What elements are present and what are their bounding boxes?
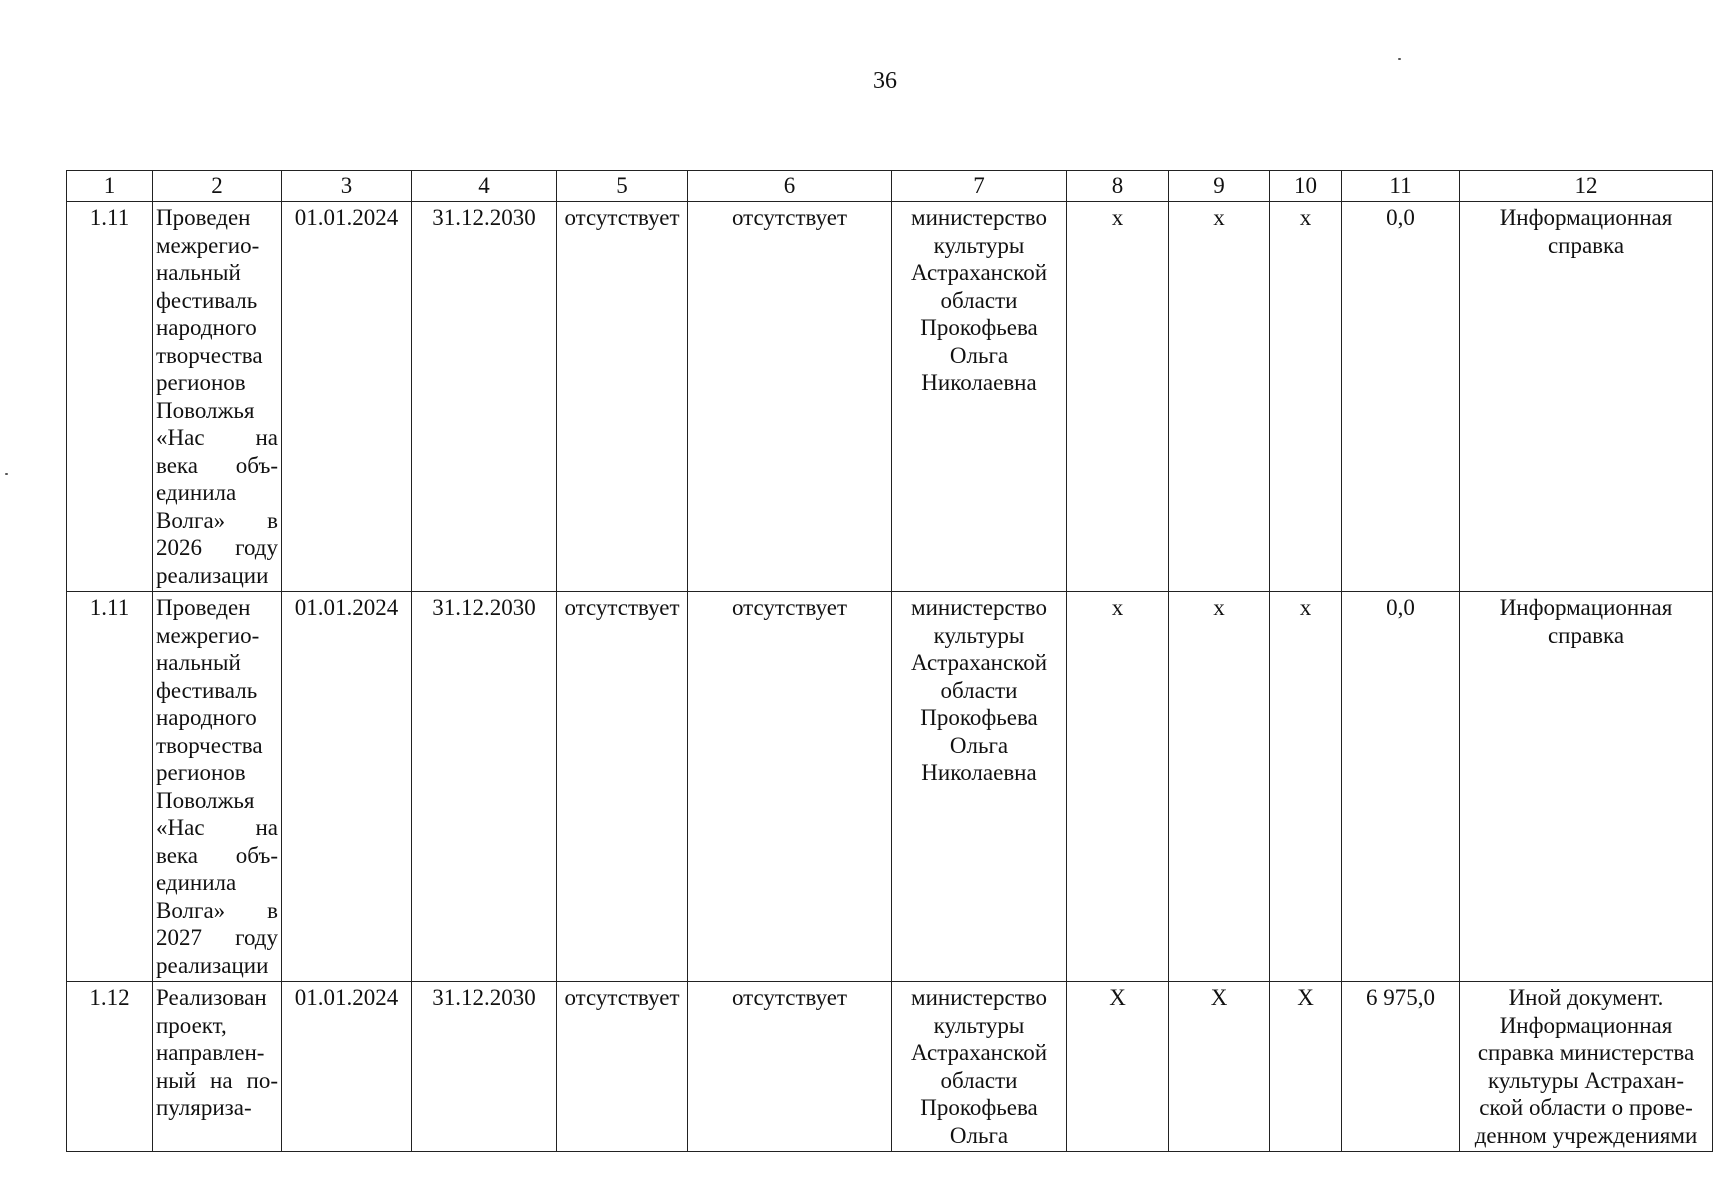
responsible-executor — [892, 202, 1067, 592]
confirming-document — [1460, 982, 1713, 1152]
cell-line: культуры — [933, 622, 1025, 648]
column-8-value: x — [1067, 202, 1169, 592]
cell-line: Ольга — [949, 1122, 1009, 1148]
event-name-line: народного — [156, 705, 257, 730]
column-6-value: отсутствует — [688, 982, 892, 1152]
cell-line: области — [940, 677, 1018, 703]
column-6-value: отсутствует — [688, 592, 892, 982]
event-name-line: проект, — [156, 1012, 227, 1038]
header-cell: 12 — [1460, 171, 1713, 202]
event-name-line: народного — [156, 315, 257, 340]
page-number: 36 — [873, 68, 897, 94]
event-name-line: межрегио- — [156, 232, 260, 258]
event-name-line: нальный — [156, 260, 241, 285]
cell-line: Прокофьева — [920, 705, 1038, 730]
scan-speck — [5, 473, 8, 475]
cell-line: Астраханской — [910, 1040, 1048, 1065]
cell-line: Астраханской — [910, 650, 1048, 675]
cell-line: министерство — [911, 595, 1047, 620]
confirming-document — [1460, 592, 1713, 982]
event-name-line: Волга» в — [156, 507, 278, 533]
event-name-line: единила — [156, 480, 237, 505]
event-name-line: ный на по- — [156, 1067, 278, 1093]
end-date: 31.12.2030 — [412, 592, 557, 982]
cell-line: культуры Астрахан- — [1487, 1067, 1685, 1093]
event-name-line: 2027 году — [156, 925, 278, 950]
cell-line: области — [940, 287, 1018, 313]
event-name — [153, 982, 282, 1152]
event-name-line: реализации — [156, 952, 269, 978]
header-cell: 5 — [557, 171, 688, 202]
cell-line: Прокофьева — [920, 1095, 1038, 1120]
column-5-value: отсутствует — [557, 592, 688, 982]
column-6-value: отсутствует — [688, 202, 892, 592]
column-9-value: x — [1169, 202, 1270, 592]
cell-line: министерство — [911, 205, 1047, 230]
header-cell: 11 — [1342, 171, 1460, 202]
event-name-line: нальный — [156, 650, 241, 675]
cell-line: справка — [1547, 232, 1625, 258]
header-cell: 6 — [688, 171, 892, 202]
cell-line: справка министерства — [1477, 1040, 1695, 1065]
event-name-line: Поволжья — [156, 787, 255, 813]
schedule-table — [66, 170, 1713, 1152]
funding-amount: 0,0 — [1342, 592, 1460, 982]
column-5-value: отсутствует — [557, 202, 688, 592]
cell-line: справка — [1547, 622, 1625, 648]
event-name-line: направлен- — [156, 1040, 265, 1065]
event-name-line: века объ- — [156, 842, 278, 868]
event-name-line: регионов — [156, 370, 246, 395]
header-cell: 2 — [153, 171, 282, 202]
cell-line: Информационная — [1499, 595, 1673, 620]
table-row — [67, 982, 1713, 1152]
event-name-line: пуляриза- — [156, 1095, 252, 1120]
table-row — [67, 202, 1713, 592]
header-cell: 1 — [67, 171, 153, 202]
start-date: 01.01.2024 — [282, 592, 412, 982]
event-name-line: творчества — [156, 732, 263, 758]
event-name — [153, 202, 282, 592]
header-cell: 8 — [1067, 171, 1169, 202]
table-row — [67, 592, 1713, 982]
funding-amount: 6 975,0 — [1342, 982, 1460, 1152]
cell-line: министерство — [911, 985, 1047, 1010]
event-name-line: Реализован — [156, 985, 267, 1010]
event-name-line: творчества — [156, 342, 263, 368]
end-date: 31.12.2030 — [412, 202, 557, 592]
column-10-value: X — [1270, 982, 1342, 1152]
column-10-value: x — [1270, 592, 1342, 982]
column-8-value: X — [1067, 982, 1169, 1152]
event-name-line: межрегио- — [156, 622, 260, 648]
cell-line: Информационная — [1499, 205, 1673, 230]
event-name-line: века объ- — [156, 452, 278, 478]
responsible-executor — [892, 982, 1067, 1152]
scan-speck — [1398, 58, 1401, 60]
column-8-value: x — [1067, 592, 1169, 982]
event-name-line: реализации — [156, 562, 269, 588]
event-name-line: «Нас на — [156, 815, 278, 840]
event-name-line: «Нас на — [156, 425, 278, 450]
start-date: 01.01.2024 — [282, 202, 412, 592]
column-9-value: x — [1169, 592, 1270, 982]
header-row — [67, 171, 1713, 202]
event-name-line: Поволжья — [156, 397, 255, 423]
event-name-line: 2026 году — [156, 535, 278, 560]
cell-line: Прокофьева — [920, 315, 1038, 340]
event-name-line: регионов — [156, 760, 246, 785]
header-cell: 9 — [1169, 171, 1270, 202]
event-name-line: фестиваль — [156, 677, 258, 703]
confirming-document — [1460, 202, 1713, 592]
event-name-line: Проведен — [156, 205, 251, 230]
cell-line: денном учреждениями — [1474, 1122, 1698, 1148]
start-date: 01.01.2024 — [282, 982, 412, 1152]
event-name-line: Проведен — [156, 595, 251, 620]
header-cell: 7 — [892, 171, 1067, 202]
column-9-value: X — [1169, 982, 1270, 1152]
end-date: 31.12.2030 — [412, 982, 557, 1152]
column-5-value: отсутствует — [557, 982, 688, 1152]
cell-line: Иной документ. — [1508, 985, 1664, 1010]
row-number: 1.11 — [67, 202, 153, 592]
event-name-line: Волга» в — [156, 897, 278, 923]
cell-line: ской области о прове- — [1479, 1095, 1693, 1120]
funding-amount: 0,0 — [1342, 202, 1460, 592]
cell-line: области — [940, 1067, 1018, 1093]
header-cell: 4 — [412, 171, 557, 202]
row-number: 1.12 — [67, 982, 153, 1152]
event-name — [153, 592, 282, 982]
cell-line: Николаевна — [921, 760, 1037, 785]
cell-line: Информационная — [1499, 1012, 1673, 1038]
cell-line: Николаевна — [921, 370, 1037, 395]
event-name-line: единила — [156, 870, 237, 895]
cell-line: Астраханской — [910, 260, 1048, 285]
event-name-line: фестиваль — [156, 287, 258, 313]
responsible-executor — [892, 592, 1067, 982]
header-cell: 3 — [282, 171, 412, 202]
cell-line: культуры — [933, 232, 1025, 258]
cell-line: культуры — [933, 1012, 1025, 1038]
cell-line: Ольга — [949, 342, 1009, 368]
cell-line: Ольга — [949, 732, 1009, 758]
row-number: 1.11 — [67, 592, 153, 982]
column-10-value: x — [1270, 202, 1342, 592]
header-cell: 10 — [1270, 171, 1342, 202]
